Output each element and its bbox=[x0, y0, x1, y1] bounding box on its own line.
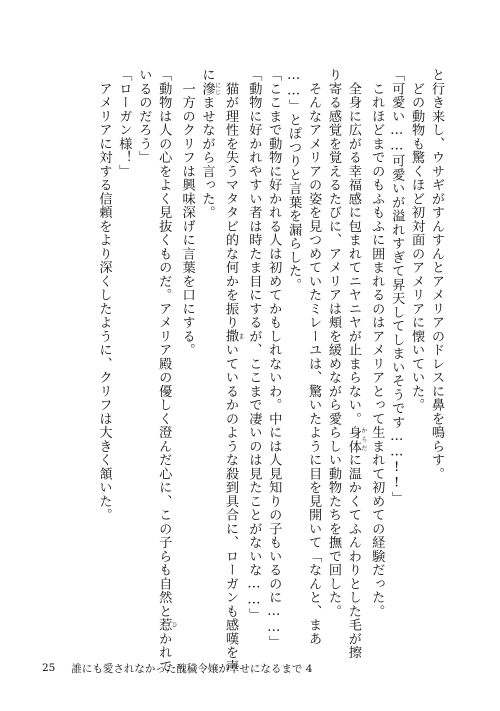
text-segment: 「動物は人の心をよく見抜くものだ。アメリア殿の優しく澄んだ心に、この子らも自然と bbox=[156, 68, 172, 618]
text-line: 一方のクリフは興味深げに言葉を口にする。 bbox=[179, 68, 195, 357]
text-line bbox=[153, 68, 178, 673]
text-segment: に温かくてふんわりとした毛が擦 bbox=[345, 453, 361, 660]
text-segment: いているかのような殺到具合に、ローガンも感嘆を声 bbox=[222, 343, 238, 673]
ruby-word bbox=[200, 68, 215, 82]
ruby-reading: ひ bbox=[170, 618, 178, 632]
text-line: アメリアに対する信頼をより深くしたように、クリフは大きく頷いた。 bbox=[96, 68, 112, 522]
text-line: そんなアメリアの姿を見つめていたミレーユは、驚いたように目を見開いて「なんと、まあ bbox=[306, 68, 322, 646]
ruby-base: に bbox=[199, 68, 215, 82]
ruby-reading: ま bbox=[236, 329, 244, 343]
ruby-word bbox=[345, 425, 367, 454]
text-line: どの動物も驚くほど初対面のアメリアに懐いていた。 bbox=[409, 68, 425, 412]
ruby-base: 惹 bbox=[156, 618, 172, 632]
ruby-word bbox=[199, 81, 221, 96]
text-segment: 猫が理性を失うマタタビ的な何かを振り bbox=[222, 68, 238, 330]
text-line: これほどまでのもふもふに囲まれるのはアメリアとって生まれて初めての経験だった。 bbox=[369, 68, 385, 618]
text-line: 「動物に好かれやすい者は時たま目にするが、ここまで凄いのは見たことがないな……」 bbox=[246, 68, 262, 622]
text-line bbox=[343, 68, 367, 660]
page-number: 25 bbox=[42, 662, 56, 674]
text-line: と行き来し、ウサギがすんすんとアメリアのドレスに鼻を鳴らす。 bbox=[429, 68, 444, 481]
text-line: 「ローガン様！」 bbox=[116, 68, 132, 178]
text-line bbox=[220, 68, 244, 673]
text-segment: 全身に広がる幸福感に包まれてニヤニヤが止まらない。 bbox=[345, 68, 361, 426]
ruby-word bbox=[222, 329, 244, 343]
page-footer bbox=[42, 660, 312, 676]
text-segment: ませながら言った。 bbox=[199, 95, 215, 220]
running-title: 誰にも愛されなかった醜穢令嬢が幸せになるまで 4 bbox=[71, 662, 313, 675]
text-line: ……」とぽつりと言葉を漏らした。 bbox=[286, 68, 302, 292]
ruby-reading: からだ bbox=[359, 425, 367, 453]
text-line bbox=[197, 68, 220, 643]
ruby-word bbox=[156, 618, 178, 632]
ruby-base: 滲 bbox=[199, 81, 215, 96]
ruby-base: 撒 bbox=[222, 329, 238, 343]
ruby-base: 身体 bbox=[345, 425, 361, 453]
text-segment: かれて bbox=[156, 631, 172, 673]
text-line: り寄る感覚を覚えるたびに、アメリアは頬を緩めながら愛らしい動物たちを撫で回した。 bbox=[325, 68, 341, 618]
text-line: いるのだろう」 bbox=[136, 68, 152, 165]
text-line: 「可愛い……可愛いが溢れすぎて昇天してしまいそうです……!!」 bbox=[389, 68, 405, 506]
ruby-reading: にじ bbox=[213, 81, 221, 96]
text-line: 「ここまで動物に好かれる人は初めてかもしれないわ。中には人見知りの子もいるのに……」 bbox=[266, 68, 282, 650]
